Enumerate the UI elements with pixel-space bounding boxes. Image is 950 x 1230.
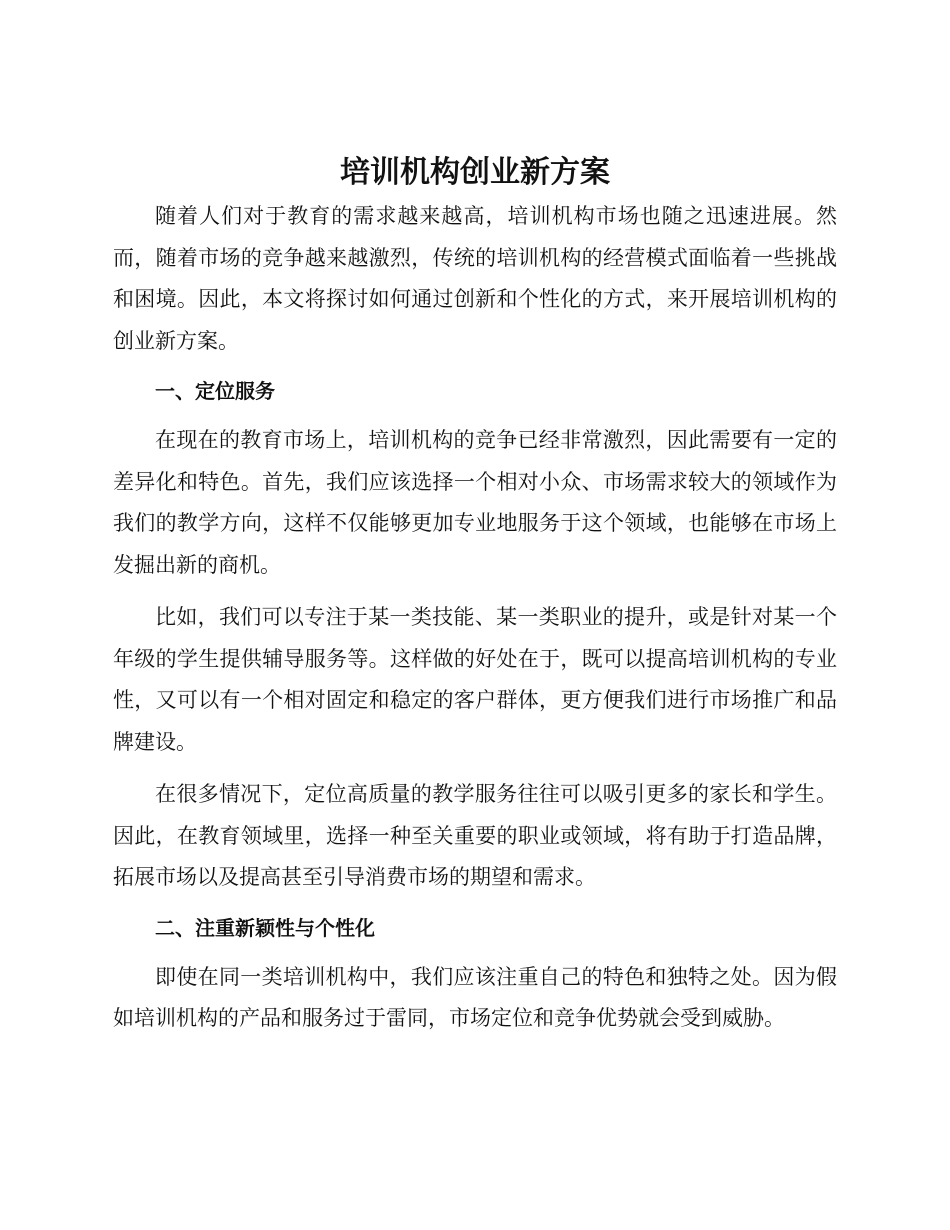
paragraph: 在现在的教育市场上，培训机构的竞争已经非常激烈，因此需要有一定的差异化和特色。首先，我们应该选择一个相对小众、市场需求较大的领域作为我们的教学方向，这样不仅能够更加专业地服务于这个领域，也能够在市场上发掘出新的商机。 xyxy=(113,428,837,577)
spacer xyxy=(113,362,837,376)
paragraph: 在很多情况下，定位高质量的教学服务往往可以吸引更多的家长和学生。因此，在教育领域里，选择一种至关重要的职业或领域，将有助于打造品牌，拓展市场以及提高甚至引导消费市场的期望和需求。 xyxy=(113,782,837,889)
spacer xyxy=(113,406,837,420)
document-page xyxy=(113,150,837,1040)
intro-paragraph: 随着人们对于教育的需求越来越高，培训机构市场也随之迅速进展。然而，随着市场的竞争越来越激烈，传统的培训机构的经营模式面临着一些挑战和困境。因此，本文将探讨如何通过创新和个性化的方式，来开展培训机构的创业新方案。 xyxy=(113,204,837,353)
paragraph: 比如，我们可以专注于某一类技能、某一类职业的提升，或是针对某一个年级的学生提供辅导服务等。这样做的好处在于，既可以提高培训机构的专业性，又可以有一个相对固定和稳定的客户群体，更方便我们进行市场推广和品牌建设。 xyxy=(113,605,837,754)
spacer xyxy=(113,763,837,774)
paragraph: 即使在同一类培训机构中，我们应该注重自己的特色和独特之处。因为假如培训机构的产品和服务过于雷同，市场定位和竞争优势就会受到威胁。 xyxy=(113,964,837,1030)
document-title: 培训机构创业新方案 xyxy=(340,155,610,190)
spacer xyxy=(113,943,837,957)
section-heading-novelty: 二、注重新颖性与个性化 xyxy=(155,915,375,940)
spacer xyxy=(113,899,837,913)
section-heading-positioning: 一、定位服务 xyxy=(155,379,275,403)
spacer xyxy=(113,586,837,597)
